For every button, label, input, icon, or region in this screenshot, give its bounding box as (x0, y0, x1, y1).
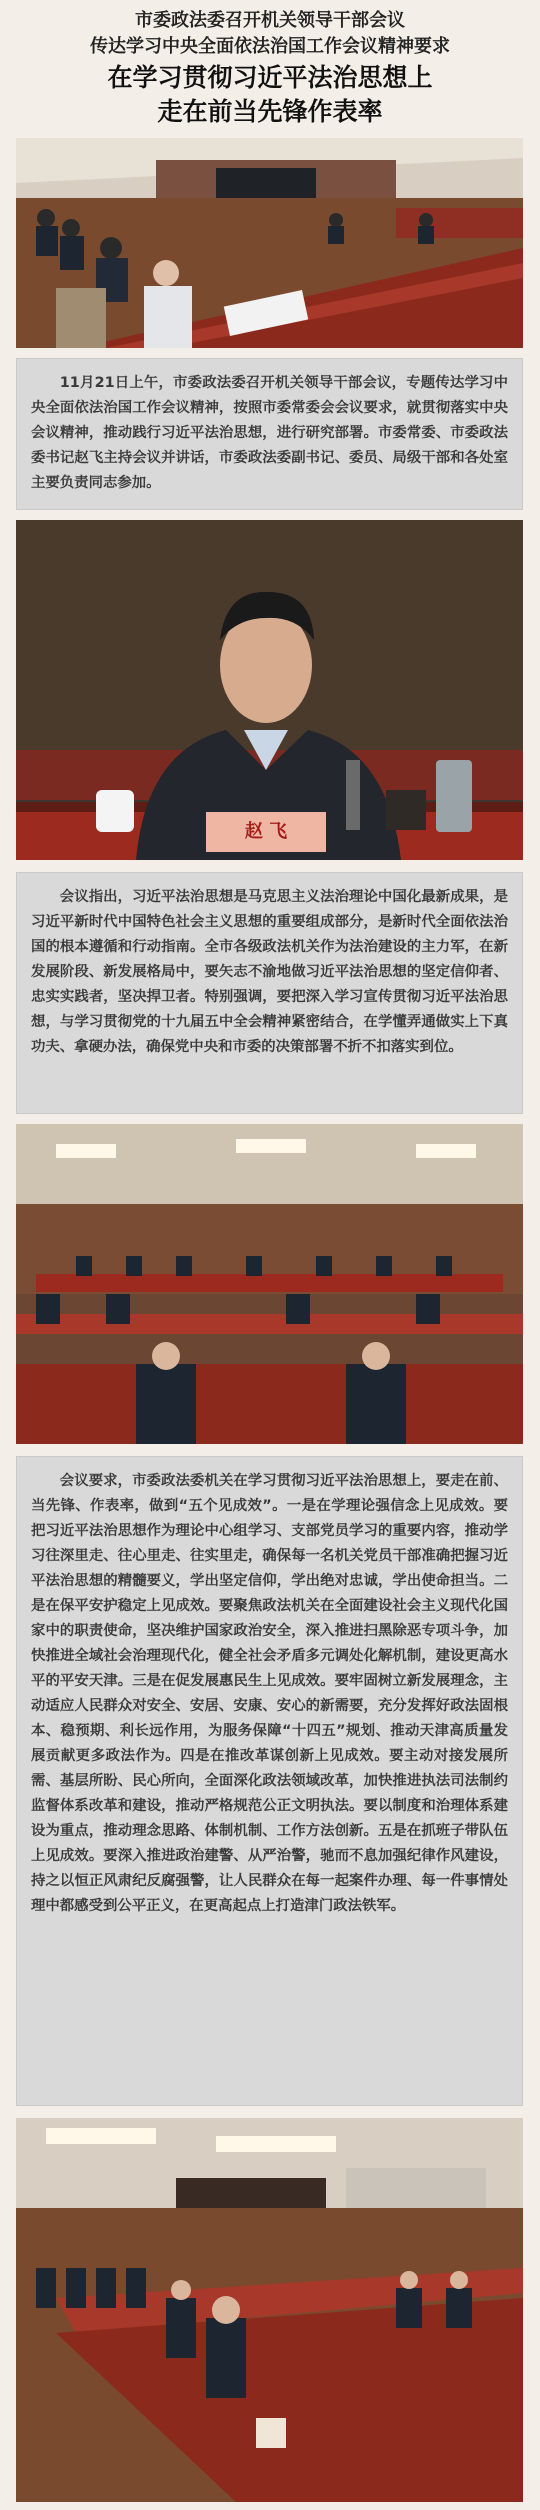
article-header (0, 0, 540, 130)
main-title-line-1: 在学习贯彻习近平法治思想上 (107, 63, 433, 92)
nameplate: 赵 飞 (244, 821, 288, 842)
paragraph-requirements: 会议要求，市委政法委机关在学习贯彻习近平法治思想上，要走在前、当先锋、作表率，做到“五个见成效”。一是在学理论强信念上见成效。要把习近平法治思想作为理论中心组学习、支部党员学习的重要内容，推动学习往深里走、往心里走、往实里走，确保每一名机关党员干部准确把握习近平法治思想的精髓要义，学出坚定信仰，学出绝对忠诚，学出使命担当。二是在保平安护稳定上见成效。要聚焦政法机关在全面建设社会主义现代化国家中的职责使命，坚决维护国家政治安全，深入推进扫黑除恶专项斗争，加快推进全域社会治理现代化，健全社会矛盾多元调处化解机制，建设更高水平的平安天津。三是在促发展惠民生上见成效。要牢固树立新发展理念，主动适应人民群众对安全、安居、安康、安心的新需要，充分发挥好政法固根本、稳预期、利长远作用，为服务保障“十四五”规划、推动天津高质量发展贡献更多政法作为。四是在推改革谋创新上见成效。要主动对接发展所需、基层所盼、民心所向，全面深化政法领域改革，加快推进执法司法制约监督体系改革和建设，推动严格规范公正文明执法。要以制度和治理体系建设为重点，推动理念思路、体制机制、工作方法创新。五是在抓班子带队伍上见成效。要深入推进政治建警、从严治警，驰而不息加强纪律作风建设，持之以恒正风肃纪反腐强警，让人民群众在每一起案件办理、每一件事情处理中都感受到公平正义，在更高起点上打造津门政法铁军。 (16, 1456, 523, 2106)
meeting-photo-3 (16, 2118, 523, 2502)
paragraph-intro: 11月21日上午，市委政法委召开机关领导干部会议，专题传达学习中央全面依法治国工作会议精神，按照市委常委会会议要求，就贯彻落实中央会议精神，推动践行习近平法治思想，进行研究部署。市委常委、市委政法委书记赵飞主持会议并讲话，市委政法委副书记、委员、局级干部和各处室主要负责同志参加。 (16, 358, 523, 510)
main-title-line-2: 走在前当先锋作表率 (157, 97, 383, 126)
meeting-photo-1 (16, 138, 523, 348)
paragraph-meeting-points: 会议指出，习近平法治思想是马克思主义法治理论中国化最新成果，是习近平新时代中国特色社会主义思想的重要组成部分，是新时代全面依法治国的根本遵循和行动指南。全市各级政法机关作为法治建设的主力军，在新发展阶段、新发展格局中，要矢志不渝地做习近平法治思想的坚定信仰者、忠实实践者，坚决捍卫者。特别强调，要把深入学习宣传贯彻习近平法治思想，与学习贯彻党的十九届五中全会精神紧密结合，在学懂弄通做实上下真功夫、拿硬办法，确保党中央和市委的决策部署不折不扣落实到位。 (16, 872, 523, 1114)
meeting-photo-2 (16, 1124, 523, 1444)
subtitle-line-1: 市委政法委召开机关领导干部会议 (135, 10, 405, 31)
subtitle-line-2: 传达学习中央全面依法治国工作会议精神要求 (90, 36, 450, 57)
speaker-photo (16, 520, 523, 860)
